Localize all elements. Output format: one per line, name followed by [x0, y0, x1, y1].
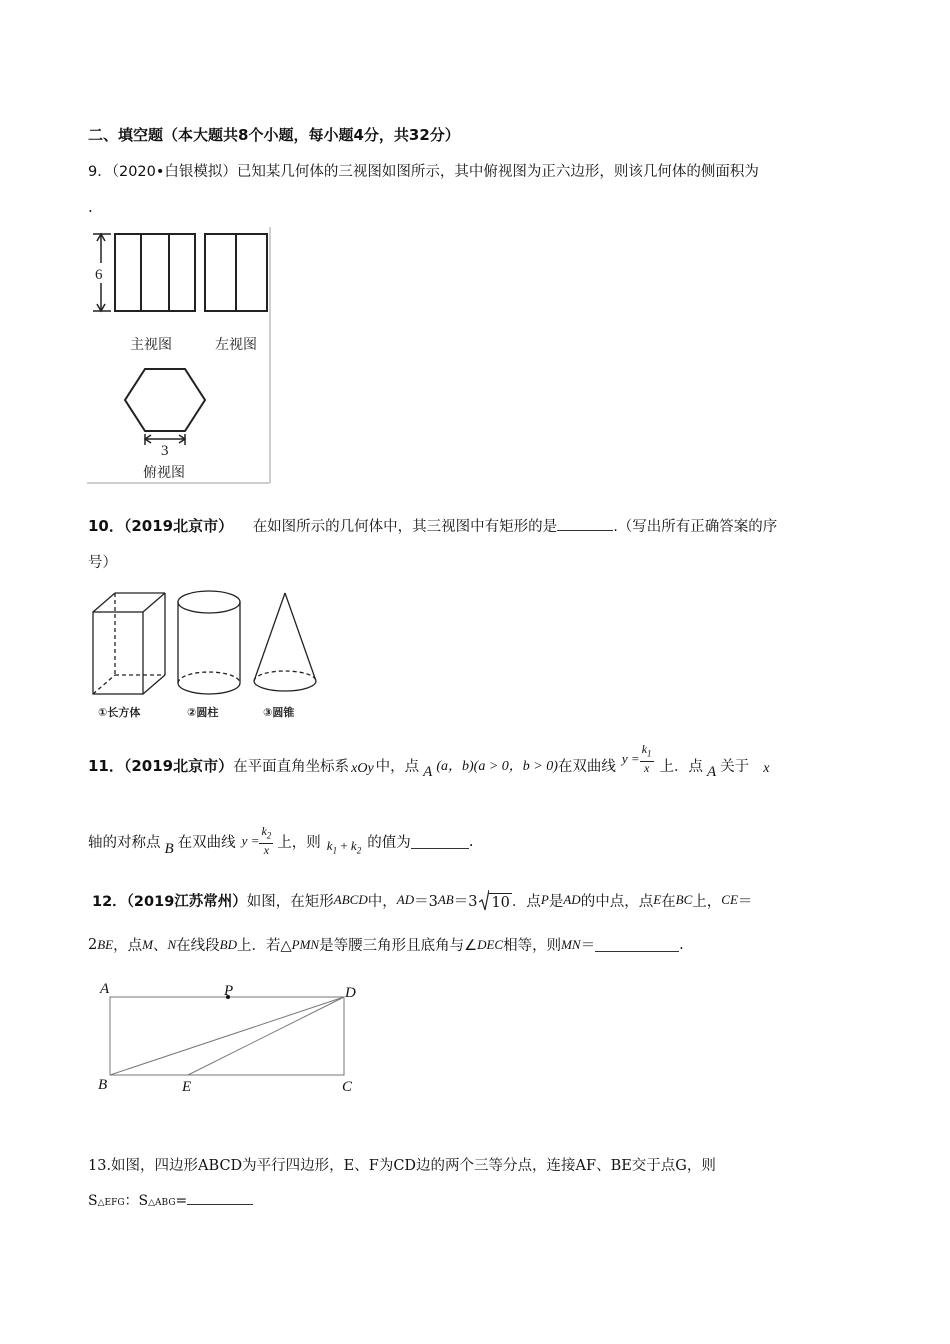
q11-k2-sub: 2 [266, 830, 272, 841]
q11-x2: x [263, 842, 270, 857]
q12-t1: 如图，在矩形 [246, 893, 334, 910]
q11-t5: 关于 [720, 758, 750, 775]
left-view-label: 左视图 [215, 337, 257, 353]
side-label: 3 [161, 443, 169, 459]
q12-l2t3: 在线段 [176, 938, 220, 954]
top-view-hexagon [125, 369, 205, 431]
fig-label-B: B [98, 1077, 108, 1093]
q11-number: 11．（2019北京市） [88, 756, 234, 775]
segment-ED [188, 997, 344, 1075]
top-view-label: 俯视图 [143, 465, 185, 481]
q12-P: P [540, 892, 549, 907]
q11-k1: k [641, 742, 648, 757]
q12-number: 12．（2019江苏常州） [92, 893, 247, 910]
fig-label-A: A [100, 981, 110, 997]
q12-line2 [88, 934, 684, 955]
q12-CE: CE [721, 892, 738, 907]
q12-t3: ．点 [511, 893, 541, 910]
q10-solids-figure [88, 588, 328, 723]
cuboid [93, 593, 165, 694]
front-view-label: 主视图 [130, 337, 172, 353]
front-view [115, 234, 195, 311]
q12-t2: 中， [367, 893, 397, 910]
q11-line2 [88, 818, 473, 864]
q13-ratio [88, 1190, 253, 1210]
q11-point-A: A [423, 763, 433, 780]
q12-l2t4: 上．若△ [236, 938, 292, 954]
q12-BD: BD [219, 936, 237, 952]
q11-line2-t3: 上，则 [277, 834, 321, 851]
shape-label-cylinder: ②圆柱 [187, 706, 219, 719]
q12-l2t6: 相等，则 [503, 938, 562, 954]
cylinder [178, 591, 240, 694]
shape-label-cuboid: ①长方体 [98, 706, 141, 719]
q12-sqrt-value: 10 [491, 895, 510, 911]
q12-t7: 上， [692, 893, 722, 910]
q12-sqrt [479, 889, 511, 911]
q10-answer-blank[interactable] [557, 516, 613, 531]
q11-sum-expression: $k_1 + k_2$ [326, 838, 362, 856]
q11-point-B: B [164, 840, 174, 857]
q10-cont: 号） [88, 555, 117, 571]
q11-t3: 在双曲线 [557, 758, 616, 775]
q13-answer-blank[interactable] [187, 1190, 253, 1205]
q13-sub1: △EFG [97, 1198, 125, 1208]
q11-line1 [88, 740, 769, 790]
q11-coords: (a，b)(a > 0，b > 0) [436, 759, 558, 774]
q12-DEC: DEC [477, 936, 504, 952]
cone [254, 593, 316, 691]
q11-xOy: xOy [351, 761, 374, 776]
q12-l2t1: ，点 [113, 938, 143, 954]
q11-t4: 上．点 [659, 758, 704, 775]
q10-after: .（写出所有正确答案的序 [613, 519, 778, 535]
section-heading: 二、填空题（本大题共8个小题，每小题4分，共32分） [88, 126, 460, 144]
q11-y-eq2: y = [241, 833, 260, 848]
q12-2: 2 [88, 936, 98, 953]
q12-ABCD: ABCD [333, 892, 368, 907]
q11-answer-blank[interactable] [411, 834, 469, 849]
left-view [205, 234, 267, 311]
q9-three-views-figure [85, 225, 275, 487]
q12-N: N [167, 936, 177, 952]
q12-end: . [679, 936, 684, 953]
q10-text: 在如图所示的几何体中，其三视图中有矩形的是 [252, 519, 558, 535]
q12-t8: ＝ [737, 893, 753, 910]
q12-t4: 是 [548, 893, 564, 910]
fig-label-P: P [224, 983, 234, 999]
q11-fraction-1 [640, 743, 654, 774]
q11-line2-t1: 轴的对称点 [88, 834, 161, 851]
q12-BE: BE [97, 936, 114, 952]
q12-line1 [92, 884, 752, 916]
q11-fraction-2 [259, 825, 273, 856]
q11-line2-t4: 的值为 [367, 834, 411, 851]
q11-t1: 在平面直角坐标系 [233, 758, 350, 775]
q13-S1: S [88, 1193, 98, 1209]
fig-label-D: D [345, 985, 356, 1001]
q11-x-axis: x [763, 761, 770, 776]
q13-sub2: △ABG [148, 1198, 176, 1208]
q11-t2: 中，点 [375, 758, 420, 775]
q12-E: E [653, 892, 662, 907]
q12-AD: AD [396, 892, 415, 907]
q12-eq1: ＝3 [414, 893, 438, 910]
q11-k2: k [261, 824, 267, 839]
q12-PMN: PMN [291, 936, 320, 952]
q10-line1 [88, 515, 777, 536]
q12-M: M [142, 936, 153, 952]
q12-answer-blank[interactable] [595, 937, 679, 952]
q11-end: . [468, 832, 474, 850]
q12-rectangle-figure [90, 975, 370, 1100]
q12-MN: MN [561, 936, 581, 952]
q13-eq: = [175, 1193, 188, 1209]
q11-line2-t2: 在双曲线 [177, 834, 236, 851]
q12-t6: 在 [661, 893, 676, 910]
fig-label-C: C [342, 1079, 353, 1095]
q12-AD2: AD [563, 892, 581, 907]
segment-BD [110, 997, 344, 1075]
q9-text: 9．（2020•白银模拟）已知某几何体的三视图如图所示，其中俯视图为正六边形，则该几何体的侧面积为 [88, 164, 759, 180]
q12-l2t7: ＝ [580, 938, 596, 954]
q13-colon: ：S [124, 1193, 149, 1209]
q12-l2t2: 、 [152, 938, 168, 954]
q10-number: 10．（2019北京市） [88, 517, 234, 535]
q12-t5: 的中点，点 [580, 893, 654, 910]
q12-eq2: ＝3 [453, 893, 478, 910]
q13-text: 13.如图，四边形ABCD为平行四边形，E、F为CD边的两个三等分点，连接AF、BE交于点G，则 [88, 1158, 716, 1174]
q12-BC: BC [675, 892, 693, 907]
q12-AB: AB [437, 892, 454, 907]
q11-x: x [643, 760, 650, 775]
height-label: 6 [95, 267, 103, 283]
q11-point-A2: A [707, 763, 717, 780]
fig-label-E: E [182, 1079, 192, 1095]
q12-l2t5: 是等腰三角形且底角与∠ [319, 938, 478, 954]
q9-cont: . [88, 198, 93, 216]
q11-k1-sub: 1 [647, 748, 652, 759]
q11-y-eq: y = [621, 751, 640, 766]
shape-label-cone: ③圆锥 [263, 706, 295, 719]
